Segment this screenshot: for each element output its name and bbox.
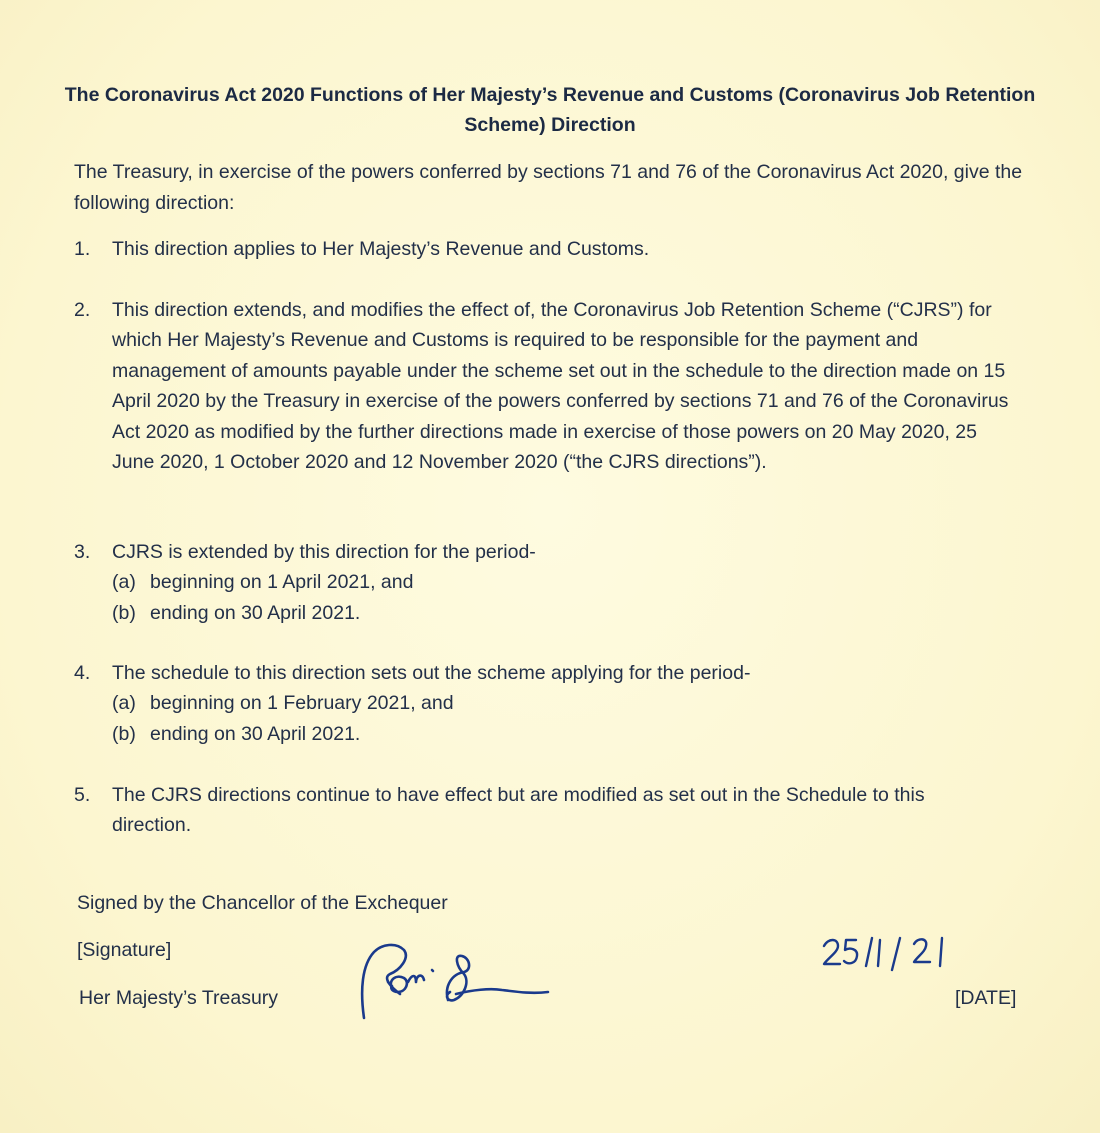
intro-paragraph: The Treasury, in exercise of the powers conferred by sections 71 and 76 of the Coronavirus Act 2020, give the following direction: <box>74 161 1023 214</box>
handwritten-date <box>818 932 958 980</box>
sub-item-label: (a) <box>112 571 136 594</box>
signed-by-line: Signed by the Chancellor of the Exchequer <box>77 892 448 914</box>
signature-label: [Signature] <box>77 939 172 961</box>
date-label: [DATE] <box>955 987 1017 1009</box>
item-number: 3. <box>74 541 91 563</box>
sub-item-text: ending on 30 April 2021. <box>150 601 361 624</box>
sub-item-text: beginning on 1 April 2021, and <box>150 571 414 594</box>
sub-item-label: (a) <box>112 692 136 715</box>
item-text: This direction applies to Her Majesty’s Revenue and Customs. <box>112 238 650 260</box>
item-number: 1. <box>74 238 91 260</box>
document-title: The Coronavirus Act 2020 Functions of Her Majesty’s Revenue and Customs (Coronavirus Job Retention Scheme) Direction <box>64 84 1036 136</box>
item-body <box>112 537 1012 628</box>
item-number: 5. <box>74 784 91 806</box>
handwritten-signature <box>352 930 562 1030</box>
item-number: 2. <box>74 299 91 321</box>
sub-item-text: ending on 30 April 2021. <box>150 722 361 745</box>
item-text: This direction extends, and modifies the effect of, the Coronavirus Job Retention Scheme (“CJRS”) for which Her Majesty’s Revenue and Customs is required to be responsible for the payment and management of amounts payable under the scheme set out in the schedule to the direction made on 15 April 2020 by the Treasury in exercise of the powers conferred by sections 71 and 76 of the Coronavirus Act 2020 as modified by the further directions made in exercise of those powers on 20 May 2020, 25 June 2020, 1 October 2020 and 12 November 2020 (“the CJRS directions”). <box>112 299 1009 474</box>
treasury-label: Her Majesty’s Treasury <box>79 987 279 1009</box>
sub-item <box>112 719 1012 749</box>
sub-item <box>112 688 1012 718</box>
sub-item <box>112 598 1012 628</box>
sub-item-label: (b) <box>112 601 136 624</box>
item-body <box>112 658 1012 749</box>
item-number: 4. <box>74 662 91 684</box>
item-text: CJRS is extended by this direction for the period- <box>112 541 536 563</box>
sub-item <box>112 567 1012 597</box>
sub-item-label: (b) <box>112 722 136 745</box>
item-text: The schedule to this direction sets out the scheme applying for the period- <box>112 662 751 684</box>
item-text: The CJRS directions continue to have effect but are modified as set out in the Schedule to this direction. <box>112 784 925 837</box>
sub-item-text: beginning on 1 February 2021, and <box>150 692 454 715</box>
